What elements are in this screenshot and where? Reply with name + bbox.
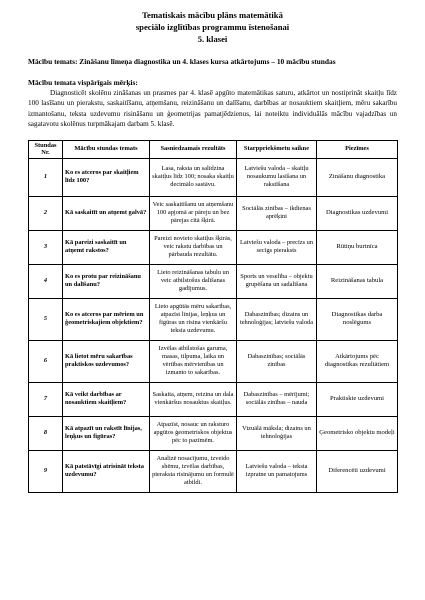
lesson-notes: Rūtiņu burtnīca xyxy=(317,230,398,264)
table-row xyxy=(29,382,398,416)
topic-heading: Mācību temats: Zināšanu līmeņa diagnostika un 4. klases kursa atkārtojums – 10 mācību stundas xyxy=(28,57,336,67)
lesson-cross-subject: Dabaszinības – mērījumi; sociālās zinības – nauda xyxy=(237,382,317,416)
lesson-nr: 1 xyxy=(29,158,63,196)
table-row xyxy=(29,416,398,450)
lesson-cross-subject: Vizuālā māksla; dizains un tehnoloģijas xyxy=(237,416,317,450)
header-lesson-nr: Stundas Nr. xyxy=(29,140,63,158)
lesson-cross-subject: Dabaszinības; dizains un tehnoloģijas; latviešu valoda xyxy=(237,298,317,340)
lesson-cross-subject: Sociālās zinības – ikdienas aprēķini xyxy=(237,196,317,230)
lesson-result: Lieto apgūtās mēru sakarības, atpazīst līnijas, leņķus un figūras un risina vienkāršu teksta uzdevumu. xyxy=(150,298,237,340)
table-header-row xyxy=(29,140,398,158)
lesson-topic: Kā atpazīt un rakstīt līnijas, leņķus un figūras? xyxy=(63,416,150,450)
lesson-notes: Reizināšanas tabula xyxy=(317,264,398,298)
aim-heading: Mācību temata vispārīgais mērķis: xyxy=(28,77,138,87)
lesson-topic: Kā saskaitīt un atņemt galvā? xyxy=(63,196,150,230)
lesson-notes: Zināšanu diagnostika xyxy=(317,158,398,196)
lesson-result: Lasa, raksta un salīdzina skaitļus līdz 100; nosaka skaitļu decimālo sastāvu. xyxy=(150,158,237,196)
table-row xyxy=(29,298,398,340)
lesson-notes: Diferencēti uzdevumi xyxy=(317,450,398,492)
lesson-topic: Kā pareizi saskaitīt un atņemt rakstos? xyxy=(63,230,150,264)
lesson-result: Lieto reizināšanas tabulu un veic atbilstošus dalīšanas gadījumus. xyxy=(150,264,237,298)
lesson-plan-table xyxy=(28,140,398,493)
lesson-cross-subject: Latviešu valoda – teksta izpratne un pamatojums xyxy=(237,450,317,492)
title-line-3: 5. klasei xyxy=(197,33,228,44)
table-row xyxy=(29,158,398,196)
table-row xyxy=(29,264,398,298)
lesson-nr: 2 xyxy=(29,196,63,230)
title-line-2: speciālo izglītības programmu īstenošanai xyxy=(135,21,290,32)
header-cross-subject: Starppriekšmetu saikne xyxy=(237,140,317,158)
title-line-1: Tematiskais mācību plāns matemātikā xyxy=(142,10,283,20)
lesson-result: Saskaita, atņem, reizina un dala vienkāršus nosauktus skaitļus. xyxy=(150,382,237,416)
lesson-topic: Kā veikt darbības ar nosauktiem skaitļiem? xyxy=(63,382,150,416)
lesson-result: Izvēlas atbilstošas garuma, masas, tilpuma, laika un vērtības mērvienības un izmanto to sakarības. xyxy=(150,340,237,382)
lesson-notes: Diagnostikas darba noslēgums xyxy=(317,298,398,340)
lesson-cross-subject: Dabaszinības; sociālās zinības xyxy=(237,340,317,382)
lesson-cross-subject: Latviešu valoda – skaitļu nosaukumu lasīšana un rakstīšana xyxy=(237,158,317,196)
table-row xyxy=(29,450,398,492)
lesson-notes: Atkārtojums pēc diagnostikas rezultātiem xyxy=(317,340,398,382)
lesson-nr: 8 xyxy=(29,416,63,450)
table-row xyxy=(29,340,398,382)
header-result: Sasniedzamais rezultāts xyxy=(150,140,237,158)
lesson-topic: Ko es protu par reizināšanu un dalīšanu? xyxy=(63,264,150,298)
lesson-result: Analizē nosacījumu, izveido shēmu, izvēlas darbības, pieraksta risinājumu un formulē atbildi. xyxy=(150,450,237,492)
header-notes: Piezīmes xyxy=(317,140,398,158)
lesson-cross-subject: Latviešu valoda – precīzs un secīgs pieraksts xyxy=(237,230,317,264)
lesson-notes: Praktiskie uzdevumi xyxy=(317,382,398,416)
lesson-notes: Diagnostikas uzdevumi xyxy=(317,196,398,230)
header-lesson-topic: Mācību stundas temats xyxy=(63,140,150,158)
lesson-nr: 7 xyxy=(29,382,63,416)
aim-text: Diagnosticēt skolēnu zināšanas un prasmes par 4. klasē apgūto matemātikas saturu, atkārtot un nostiprināt skaitļu līdz 100 lasīšanu un pierakstu, saskaitīšanu, atņemšanu, reizināšanu un dalīšanu, darbības ar nosauktiem skaitļiem, mēru sakarību izmantošanu, teksta uzdevumu risināšanu un ģeometrijas pamatjēdzienus, lai noteiktu individuālās mācību vajadzības un sagatavotu skolēnus turpmākajam darbam 5. klasē. xyxy=(28,88,397,129)
lesson-result: Pareizi novieto skaitļus šķirās, veic rakstu darbības un pārbauda rezultātu. xyxy=(150,230,237,264)
lesson-topic: Kā lietot mēru sakarības praktiskos uzdevumos? xyxy=(63,340,150,382)
lesson-cross-subject: Sports un veselība – objektu grupēšana un sadalīšana xyxy=(237,264,317,298)
lesson-nr: 5 xyxy=(29,298,63,340)
table-row xyxy=(29,230,398,264)
lesson-topic: Ko es atceros par skaitļiem līdz 100? xyxy=(63,158,150,196)
lesson-nr: 6 xyxy=(29,340,63,382)
lesson-topic: Ko es atceros par mēriem un ģeometriskajiem objektiem? xyxy=(63,298,150,340)
lesson-nr: 3 xyxy=(29,230,63,264)
lesson-result: Atpazīst, nosauc un raksturo apgūtos ģeometriskos objektus pēc to pazīmēm. xyxy=(150,416,237,450)
lesson-result: Veic saskaitīšanu un atņemšanu 100 apjomā ar pāreju un bez pārejas citā šķirā. xyxy=(150,196,237,230)
document-title xyxy=(28,10,397,45)
lesson-notes: Ģeometrisko objektu modeļi xyxy=(317,416,398,450)
table-row xyxy=(29,196,398,230)
lesson-topic: Kā patstāvīgi atrisināt teksta uzdevumu? xyxy=(63,450,150,492)
lesson-nr: 9 xyxy=(29,450,63,492)
lesson-nr: 4 xyxy=(29,264,63,298)
